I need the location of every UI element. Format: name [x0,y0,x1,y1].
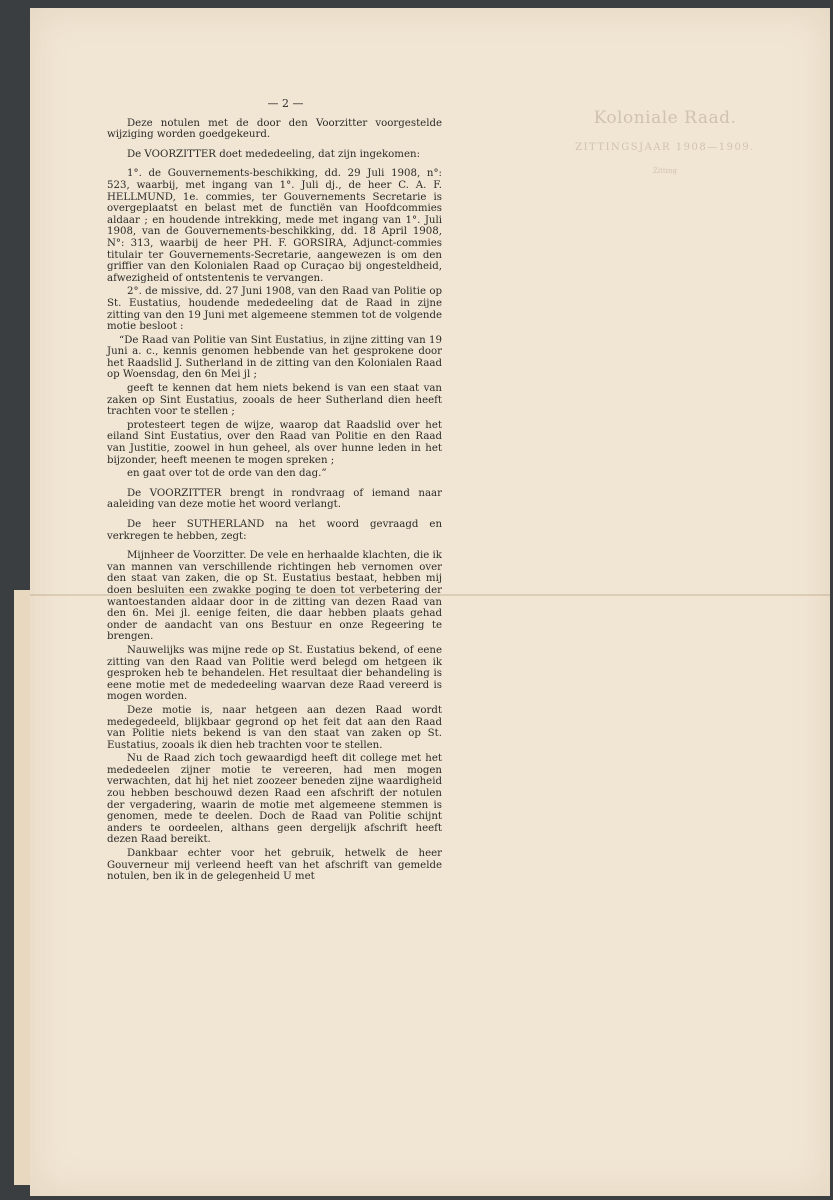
page-number: — 2 — [267,97,304,110]
quoted-motion: “De Raad van Politie van Sint Eustatius, in zijne zitting van 19 Juni a. c., kennis genomen hebbende van het gesprokene door het Raadslid J. Sutherland in de zitting van den Kolonialen Raad op Woensdag, den 6n Mei jl ; [107,334,442,381]
speech-paragraph: Nauwelijks was mijne rede op St. Eustatius bekend, of eene zitting van den Raad van Politie werd belegd om hetgeen ik gesproken heb te behandelen. Het resultaat dier behandeling is eene motie met de mededeeling waarvan deze Raad vereerd is mogen worden. [107,644,442,703]
speech-paragraph: Mijnheer de Voorzitter. De vele en herhaalde klachten, die ik van mannen van verschillende richtingen heb vernomen over den staat van zaken, die op St. Eustatius bestaat, hebben mij doen besluiten een zwakke poging te doen tot verbetering der wantoestanden aldaar door in de zitting van dezen Raad van den 6n. Mei jl. eenige feiten, die daar hebben plaats gehad onder de aandacht van ons Bestuur en onze Regeering te brengen. [107,550,442,643]
bleed-through-header [535,108,795,208]
ghost-header-line2: ZITTINGSJAAR 1908—1909. [575,142,755,153]
speech-paragraph: Dankbaar echter voor het gebruik, hetwelk de heer Gouverneur mij verleend heeft van het afschrift van gemelde notulen, ben ik in de gelegenheid U met [107,848,442,883]
quoted-motion: en gaat over tot de orde van den dag.” [127,468,327,480]
paragraph: De heer SUTHERLAND na het woord gevraagd en verkregen te hebben, zegt: [107,519,442,542]
text-column [107,98,442,885]
ghost-header-line1: Koloniale Raad. [593,108,737,128]
paragraph: 1°. de Gouvernements-beschikking, dd. 29 Juli 1908, n°: 523, waarbij, met ingang van 1°. Juli dj., de heer C. A. F. HELLMUND, 1e. commies, ter Gouvernements Secretarie is overgeplaatst en belast met de functiën van Hoofdcommies aldaar ; en houdende intrekking, mede met ingang van 1°. Juli 1908, van de Gouvernements-beschikking, dd. 18 April 1908, N°: 313, waarbij de heer PH. F. GORSIRA, Adjunct-commies titulair ter Gouvernements-Secretarie, aangewezen is om den griffier van den Kolonialen Raad op Curaçao bij ongesteldheid, afwezigheid of ontstentenis te vervangen. [107,168,442,284]
speech-paragraph: Deze motie is, naar hetgeen aan dezen Raad wordt medegedeeld, blijkbaar gegrond op het feit dat aan den Raad van Politie niets bekend is van den staat van zaken op St. Eustatius, zooals ik dien heb trachten voor te stellen. [107,704,442,751]
paragraph: De VOORZITTER doet mededeeling, dat zijn ingekomen: [127,148,420,160]
paragraph: 2°. de missive, dd. 27 Juni 1908, van den Raad van Politie op St. Eustatius, houdende mededeeling dat de Raad in zijne zitting van den 19 Juni met algemeene stemmen tot de volgende motie besloot : [107,286,442,333]
speech-paragraph: Nu de Raad zich toch gewaardigd heeft dit college met het mededeelen zijner motie te vereeren, had men mogen verwachten, dat hij het niet zoozeer beneden zijne waardigheid zou hebben beschouwd dezen Raad een afschrift der notulen der vergadering, waarin de motie met algemeene stemmen is genomen, mede te deelen. Doch de Raad van Politie schijnt anders te oordeelen, althans geen dergelijk afschrift heeft dezen Raad bereikt. [107,753,442,846]
quoted-motion: geeft te kennen dat hem niets bekend is van een staat van zaken op Sint Eustatius, zooals de heer Sutherland dien heeft trachten voor te stellen ; [107,383,442,418]
quoted-motion: protesteert tegen de wijze, waarop dat Raadslid over het eiland Sint Eustatius, over den Raad van Politie en den Raad van Justitie, zoowel in hun geheel, als over hunne leden in het bijzonder, heeft meenen te mogen spreken ; [107,419,442,466]
paragraph: De VOORZITTER brengt in rondvraag of iemand naar aaleiding van deze motie het woord verlangt. [107,487,442,511]
paragraph: Deze notulen met de door den Voorzitter voorgestelde wijziging worden goedgekeurd. [107,117,442,141]
ghost-header-line3: Zitting [653,167,677,175]
